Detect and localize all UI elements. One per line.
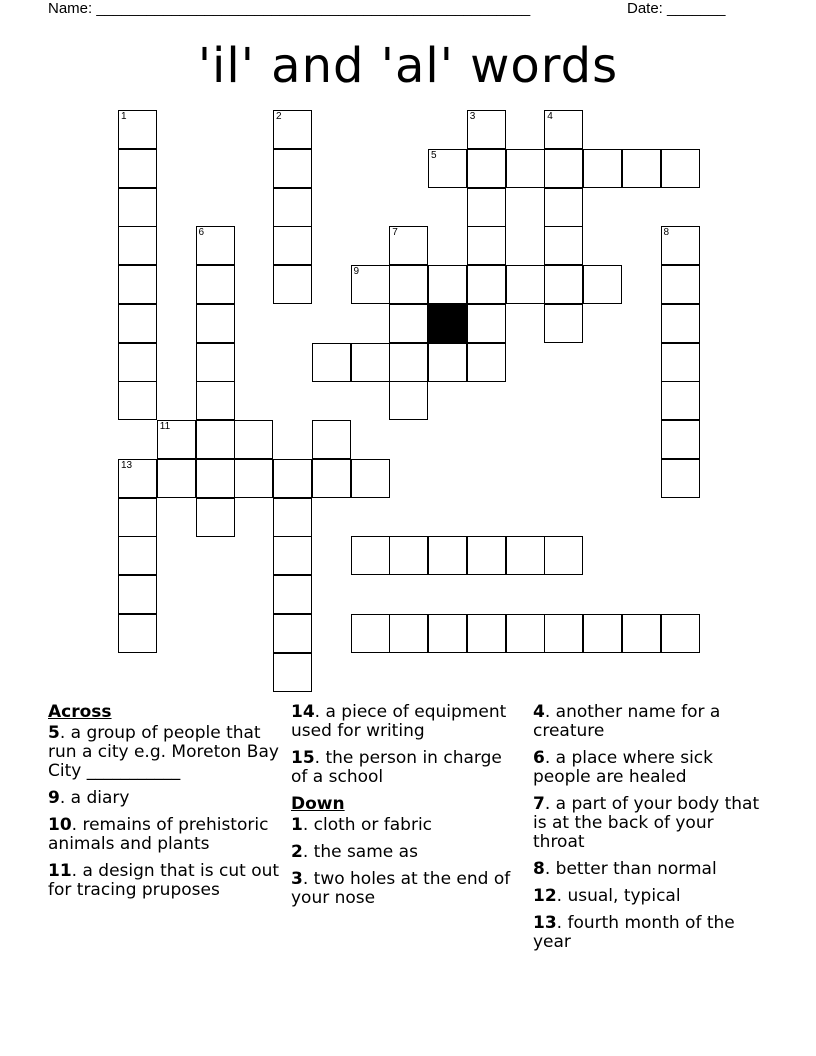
clue-item-number: 15 <box>291 748 315 768</box>
clue-item-text: . a diary <box>59 788 130 808</box>
grid-cell[interactable] <box>196 420 235 459</box>
grid-cell[interactable] <box>661 459 700 498</box>
grid-cell[interactable] <box>389 536 428 575</box>
grid-cell[interactable] <box>467 110 506 149</box>
grid-cell[interactable] <box>467 304 506 343</box>
grid-cell[interactable] <box>661 265 700 304</box>
clue-item-text: . a design that is cut out for tracing pruposes <box>48 861 280 900</box>
clue-item-text: . cloth or fabric <box>302 815 433 835</box>
grid-cell[interactable] <box>389 343 428 382</box>
grid-cell[interactable] <box>196 459 235 498</box>
clue-item-number: 5 <box>48 723 60 743</box>
clue-item-number: 12 <box>533 886 557 906</box>
grid-cell[interactable] <box>428 149 467 188</box>
grid-cell[interactable] <box>389 381 428 420</box>
clue-item <box>533 860 765 879</box>
clue-column-2 <box>291 703 523 916</box>
grid-cell[interactable] <box>467 265 506 304</box>
grid-cell[interactable] <box>273 265 312 304</box>
clue-item-text: . the person in charge of a school <box>291 748 502 787</box>
grid-cell[interactable] <box>118 110 157 149</box>
grid-cell[interactable] <box>661 304 700 343</box>
clue-item <box>48 816 280 854</box>
name-line[interactable]: ____________________________________________________ <box>96 0 531 17</box>
grid-cell[interactable] <box>544 536 583 575</box>
grid-cell[interactable] <box>196 304 235 343</box>
grid-cell[interactable] <box>544 188 583 227</box>
grid-cell[interactable] <box>351 614 390 653</box>
page-title: 'il' and 'al' words <box>197 38 619 94</box>
grid-cell[interactable] <box>273 149 312 188</box>
grid-cell[interactable] <box>312 343 351 382</box>
grid-cell[interactable] <box>389 614 428 653</box>
grid-cell[interactable] <box>196 226 235 265</box>
grid-cell[interactable] <box>351 536 390 575</box>
grid-cell[interactable] <box>273 614 312 653</box>
grid-cell[interactable] <box>118 614 157 653</box>
grid-cell[interactable] <box>467 188 506 227</box>
grid-cell[interactable] <box>273 575 312 614</box>
grid-cell[interactable] <box>661 226 700 265</box>
grid-cell[interactable] <box>583 614 622 653</box>
clue-item <box>291 870 523 908</box>
grid-cell[interactable] <box>157 420 196 459</box>
grid-cell[interactable] <box>118 381 157 420</box>
grid-cell[interactable] <box>118 536 157 575</box>
grid-cell[interactable] <box>389 265 428 304</box>
clue-item-text: . a part of your body that is at the back of your throat <box>533 794 760 852</box>
grid-cell[interactable] <box>428 343 467 382</box>
clue-item <box>291 843 523 862</box>
grid-cell[interactable] <box>661 381 700 420</box>
clue-item <box>48 724 280 781</box>
grid-cell[interactable] <box>506 149 545 188</box>
clue-number: 8 <box>663 227 670 239</box>
grid-cell[interactable] <box>467 614 506 653</box>
clue-item-number: 3 <box>291 869 303 889</box>
clue-item <box>533 749 765 787</box>
grid-cell[interactable] <box>234 420 273 459</box>
clue-number: 5 <box>431 149 437 161</box>
grid-cell[interactable] <box>273 536 312 575</box>
grid-cell[interactable] <box>351 343 390 382</box>
grid-cell[interactable] <box>544 265 583 304</box>
grid-cell[interactable] <box>273 459 312 498</box>
clue-item-number: 7 <box>533 794 545 814</box>
grid-cell[interactable] <box>467 536 506 575</box>
clue-item <box>291 816 523 835</box>
clue-number: 7 <box>392 227 398 239</box>
clue-item-text: . a group of people that run a city e.g. Moreton Bay City ___________ <box>48 723 279 781</box>
grid-cell[interactable] <box>622 149 661 188</box>
grid-cell[interactable] <box>118 149 157 188</box>
grid-cell[interactable] <box>544 149 583 188</box>
grid-cell[interactable] <box>428 265 467 304</box>
clue-item-text: . another name for a creature <box>533 702 721 741</box>
clue-item-number: 9 <box>48 788 60 808</box>
clue-item-number: 14 <box>291 702 315 722</box>
grid-cell[interactable] <box>196 498 235 537</box>
grid-cell[interactable] <box>118 459 157 498</box>
grid-cell[interactable] <box>428 614 467 653</box>
grid-cell[interactable] <box>273 226 312 265</box>
clue-item-number: 4 <box>533 702 545 722</box>
grid-cell[interactable] <box>544 614 583 653</box>
grid-cell[interactable] <box>118 498 157 537</box>
grid-cell[interactable] <box>118 188 157 227</box>
clue-item <box>48 862 280 900</box>
clue-number: 2 <box>276 111 282 122</box>
clue-item-number: 13 <box>533 913 557 933</box>
grid-cell[interactable] <box>273 110 312 149</box>
grid-cell[interactable] <box>118 265 157 304</box>
clue-item-text: . two holes at the end of your nose <box>291 869 511 908</box>
clue-item-text: . a piece of equipment used for writing <box>291 702 507 741</box>
clue-item-text: . fourth month of the year <box>533 913 735 952</box>
grid-cell[interactable] <box>544 110 583 149</box>
grid-cell[interactable] <box>661 343 700 382</box>
clue-number: 9 <box>353 266 360 277</box>
grid-cell[interactable] <box>467 343 506 382</box>
clue-item <box>533 914 765 952</box>
clue-item-text: . the same as <box>302 842 418 862</box>
grid-cell[interactable] <box>544 226 583 265</box>
grid-cell[interactable] <box>118 343 157 382</box>
grid-cell[interactable] <box>661 149 700 188</box>
clue-item-number: 8 <box>533 859 545 879</box>
grid-cell[interactable] <box>389 304 428 343</box>
clue-item-number: 10 <box>48 815 72 835</box>
grid-cell[interactable] <box>118 226 157 265</box>
grid-cell[interactable] <box>622 614 661 653</box>
grid-cell[interactable] <box>234 459 273 498</box>
grid-cell[interactable] <box>351 459 390 498</box>
grid-cell[interactable] <box>583 149 622 188</box>
clue-item <box>291 749 523 787</box>
black-cell <box>428 304 467 343</box>
clue-item-number: 1 <box>291 815 303 835</box>
clue-column-1 <box>48 703 280 908</box>
clue-column-3 <box>533 703 765 960</box>
grid-cell[interactable] <box>273 653 312 692</box>
grid-cell[interactable] <box>506 536 545 575</box>
grid-cell[interactable] <box>196 343 235 382</box>
grid-cell[interactable] <box>196 381 235 420</box>
grid-cell[interactable] <box>506 265 545 304</box>
grid-cell[interactable] <box>661 614 700 653</box>
grid-cell[interactable] <box>196 265 235 304</box>
grid-cell[interactable] <box>273 188 312 227</box>
grid-cell[interactable] <box>312 420 351 459</box>
clue-item-text: . a place where sick people are healed <box>533 748 714 787</box>
grid-cell[interactable] <box>312 459 351 498</box>
grid-cell[interactable] <box>428 536 467 575</box>
grid-cell[interactable] <box>544 304 583 343</box>
clue-number: 1 <box>121 111 127 122</box>
grid-cell[interactable] <box>389 226 428 265</box>
clue-item <box>291 703 523 741</box>
date-line[interactable]: _______ <box>667 0 726 17</box>
grid-cell[interactable] <box>506 614 545 653</box>
grid-cell[interactable] <box>273 498 312 537</box>
clue-item-text: . remains of prehistoric animals and plants <box>48 815 269 854</box>
clue-number: 4 <box>547 111 553 122</box>
clue-number: 6 <box>198 227 205 239</box>
grid-cell[interactable] <box>118 304 157 343</box>
grid-cell[interactable] <box>583 265 622 304</box>
grid-cell[interactable] <box>661 420 700 459</box>
clue-number: 3 <box>469 111 476 122</box>
date-label-text: Date: <box>627 0 668 17</box>
across-heading: Across <box>48 702 112 722</box>
grid-cell[interactable] <box>157 459 196 498</box>
clue-number: 11 <box>159 421 171 432</box>
clue-item-text: . better than normal <box>544 859 717 879</box>
clue-item-number: 6 <box>533 748 545 768</box>
clue-item <box>48 789 280 808</box>
clue-number: 13 <box>121 459 133 471</box>
grid-cell[interactable] <box>118 575 157 614</box>
down-heading: Down <box>291 794 345 814</box>
grid-cell[interactable] <box>351 265 390 304</box>
clue-item <box>533 795 765 852</box>
clue-item-number: 2 <box>291 842 303 862</box>
clue-item <box>533 703 765 741</box>
clue-item-text: . usual, typical <box>556 886 681 906</box>
clue-item-number: 11 <box>48 861 72 881</box>
clue-item <box>533 887 765 906</box>
name-label-text: Name: <box>48 0 97 17</box>
grid-cell[interactable] <box>467 226 506 265</box>
grid-cell[interactable] <box>467 149 506 188</box>
